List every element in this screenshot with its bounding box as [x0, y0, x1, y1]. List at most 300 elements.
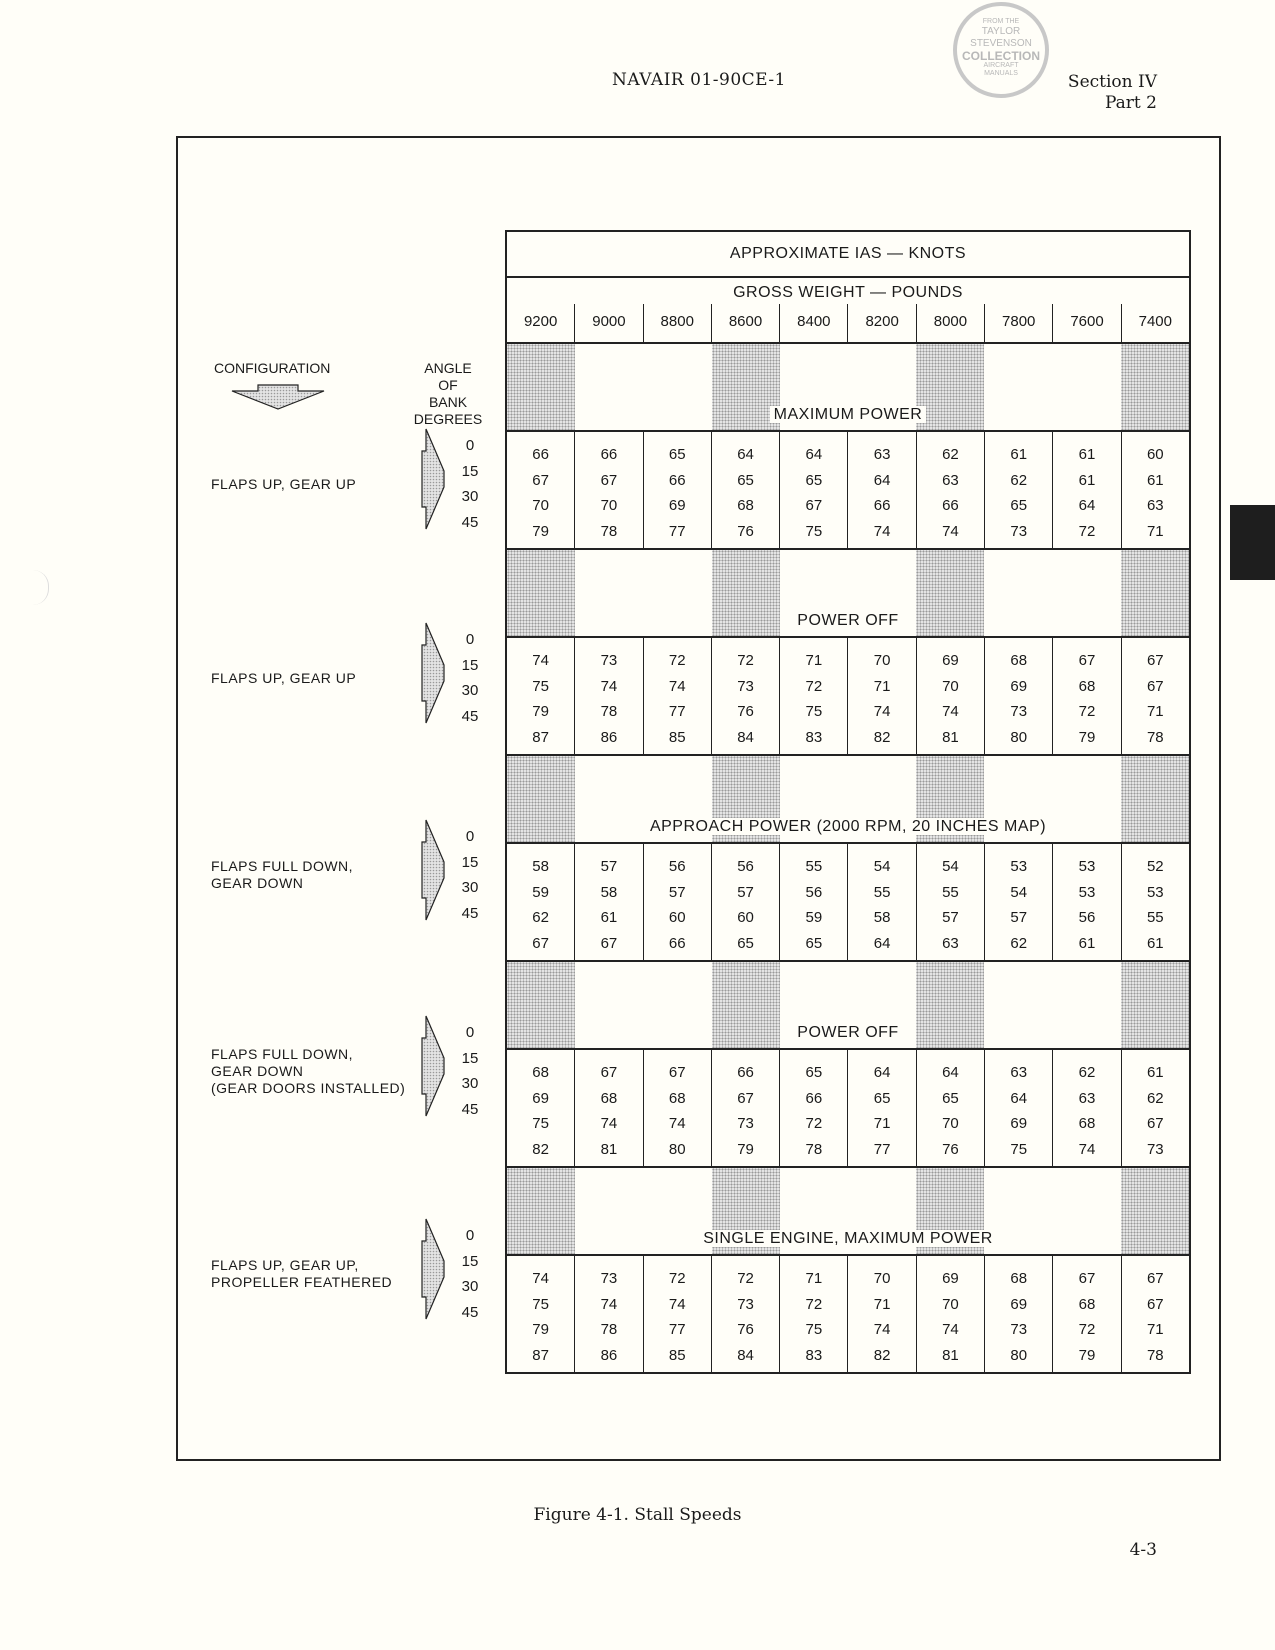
configuration-line: FLAPS FULL DOWN,	[211, 1045, 354, 1062]
speed-cell: 65	[737, 934, 754, 952]
speed-cell: 79	[532, 522, 549, 540]
weight-header: 7800	[984, 304, 1052, 342]
binding-hole	[33, 570, 49, 605]
speed-cell: 74	[873, 1321, 891, 1338]
weight-column	[507, 1256, 574, 1372]
speed-cell: 52	[1146, 858, 1164, 875]
speed-cell: 74	[873, 703, 891, 720]
speed-cell: 60	[1146, 446, 1164, 463]
figure-caption: Figure 4-1. Stall Speeds	[533, 1505, 742, 1525]
speed-cell: 70	[942, 677, 959, 695]
speed-cell: 56	[668, 858, 686, 875]
weight-column	[779, 844, 847, 960]
speed-cell: 66	[805, 1089, 823, 1107]
speed-cell: 70	[873, 652, 891, 669]
speed-cell: 62	[942, 446, 959, 463]
part-number: Part 2	[1105, 93, 1157, 113]
speed-cell: 68	[600, 1089, 618, 1107]
configuration-line: GEAR DOWN	[211, 875, 304, 891]
weight-header: 7600	[1052, 304, 1120, 342]
speed-cell: 81	[942, 728, 959, 746]
speed-cell: 54	[1010, 883, 1028, 901]
speed-cell: 66	[668, 471, 686, 489]
bank-angle: 30	[461, 488, 479, 505]
weight-header: 9000	[574, 304, 642, 342]
speed-cell: 66	[532, 446, 549, 463]
speed-cell: 73	[1010, 703, 1028, 720]
speed-cell: 65	[668, 446, 686, 463]
speed-cell: 71	[873, 1115, 891, 1132]
speed-cell: 64	[873, 1064, 891, 1081]
bank-angle-values	[450, 1020, 490, 1122]
bank-angle-values	[450, 433, 490, 535]
speed-cell: 68	[1010, 652, 1028, 669]
section-label-text: MAXIMUM POWER	[770, 406, 927, 423]
speed-cell: 79	[532, 1321, 549, 1338]
stamp-line: MANUALS	[984, 70, 1018, 77]
speed-cell: 68	[1078, 1115, 1096, 1132]
bank-angle-values	[450, 824, 490, 926]
bank-angle: 0	[465, 437, 475, 454]
speed-cell: 87	[532, 728, 549, 746]
speed-cell: 83	[805, 728, 823, 746]
bank-header-line: OF	[438, 377, 458, 393]
speed-cell: 57	[1010, 909, 1028, 926]
section-band	[507, 1166, 1189, 1254]
speed-cell: 70	[532, 497, 549, 514]
speed-cell: 65	[737, 471, 754, 489]
speed-cell: 76	[737, 1321, 754, 1338]
section-band	[507, 960, 1189, 1048]
speed-cell: 66	[942, 497, 959, 514]
speed-cell: 68	[737, 497, 754, 514]
speed-cell: 76	[942, 1140, 959, 1158]
section-tab-marker	[1230, 505, 1275, 580]
speed-cell: 71	[873, 677, 891, 695]
bank-angle: 45	[461, 1303, 479, 1321]
speed-cell: 54	[942, 858, 959, 875]
arrow-right-icon	[420, 1217, 446, 1321]
speed-cell: 74	[532, 1270, 549, 1287]
bank-angle-values	[450, 627, 490, 729]
speed-cell: 67	[1146, 677, 1164, 695]
speed-cell: 70	[600, 497, 618, 514]
speed-cell: 64	[942, 1064, 959, 1081]
table-sections	[507, 342, 1189, 1372]
bank-angle: 0	[465, 1024, 475, 1041]
configuration-line: PROPELLER FEATHERED	[211, 1274, 393, 1290]
configuration-line: FLAPS UP, GEAR UP,	[211, 1257, 359, 1273]
arrow-right-icon	[420, 621, 446, 725]
weight-column	[574, 1256, 642, 1372]
weight-header: 8800	[643, 304, 711, 342]
speed-cell: 69	[942, 1270, 959, 1287]
weight-column	[779, 432, 847, 548]
speed-cell: 69	[1010, 677, 1028, 695]
speed-cell: 85	[668, 728, 686, 746]
speed-cell: 78	[600, 522, 618, 540]
bank-angle: 45	[461, 904, 479, 922]
speed-cell: 61	[600, 909, 618, 926]
speed-cell: 74	[942, 1321, 959, 1338]
speed-cell: 74	[1078, 1140, 1096, 1158]
speed-cell: 74	[532, 652, 549, 669]
bank-angle-header	[398, 360, 498, 428]
weight-column	[643, 1256, 711, 1372]
speed-cell: 72	[668, 1270, 686, 1287]
bank-angle: 15	[461, 853, 479, 871]
speed-cell: 74	[668, 1115, 686, 1132]
speed-cell: 62	[1078, 1064, 1096, 1081]
speed-cell: 75	[532, 1115, 549, 1132]
weight-column	[711, 432, 779, 548]
speed-cell: 75	[532, 1295, 549, 1313]
weight-column	[574, 1050, 642, 1166]
speed-cell: 66	[737, 1064, 754, 1081]
speed-cell: 58	[873, 909, 891, 926]
speed-cell: 57	[737, 883, 754, 901]
speed-cell: 67	[600, 471, 618, 489]
speed-cell: 75	[805, 703, 823, 720]
speed-cell: 86	[600, 1346, 618, 1364]
section-label	[507, 1024, 1189, 1042]
speed-cell: 81	[942, 1346, 959, 1364]
speed-cell: 59	[805, 909, 823, 926]
document-id: NAVAIR 01-90CE-1	[612, 70, 786, 90]
table-title: APPROXIMATE IAS — KNOTS	[507, 232, 1189, 278]
speed-cell: 68	[668, 1089, 686, 1107]
speed-cell: 70	[942, 1115, 959, 1132]
bank-angle: 15	[461, 1049, 479, 1067]
speed-cell: 79	[737, 1140, 754, 1158]
speed-cell: 71	[1146, 1321, 1164, 1338]
speed-cell: 69	[1010, 1295, 1028, 1313]
weight-column	[574, 638, 642, 754]
speed-cell: 61	[1146, 1064, 1164, 1081]
speed-cell: 65	[1010, 497, 1028, 514]
bank-angle: 0	[465, 631, 475, 648]
speed-cell: 78	[1146, 728, 1164, 746]
speed-cell: 55	[805, 858, 823, 875]
speed-cell: 66	[873, 497, 891, 514]
speed-cell: 63	[1146, 497, 1164, 514]
weight-column	[711, 1256, 779, 1372]
weight-column	[507, 1050, 574, 1166]
speed-cell: 68	[1078, 1295, 1096, 1313]
bank-angle: 15	[461, 462, 479, 480]
bank-angle: 45	[461, 707, 479, 725]
configuration-label	[211, 670, 356, 687]
speed-data-block	[507, 636, 1189, 754]
speed-cell: 58	[532, 858, 549, 875]
speed-cell: 73	[737, 1295, 754, 1313]
speed-cell: 79	[532, 703, 549, 720]
configuration-header: CONFIGURATION	[214, 360, 331, 376]
speed-cell: 72	[668, 652, 686, 669]
speed-cell: 74	[600, 677, 618, 695]
speed-data-block	[507, 1048, 1189, 1166]
speed-cell: 55	[873, 883, 891, 901]
speed-cell: 55	[1146, 909, 1164, 926]
weight-column	[711, 1050, 779, 1166]
weight-column	[984, 844, 1052, 960]
weight-header: 8400	[779, 304, 847, 342]
weight-header: 8000	[916, 304, 984, 342]
bank-angle: 45	[461, 513, 479, 531]
section-label	[507, 1230, 1189, 1248]
speed-cell: 62	[1146, 1089, 1164, 1107]
speed-cell: 64	[1010, 1089, 1028, 1107]
speed-cell: 71	[805, 652, 823, 669]
speed-data-block	[507, 1254, 1189, 1372]
speed-cell: 69	[668, 497, 686, 514]
speed-cell: 84	[737, 728, 754, 746]
arrow-down-icon	[228, 383, 328, 411]
speed-cell: 59	[532, 883, 549, 901]
speed-cell: 68	[1078, 677, 1096, 695]
speed-cell: 83	[805, 1346, 823, 1364]
configuration-label	[211, 858, 353, 892]
weight-column	[507, 638, 574, 754]
speed-cell: 62	[1010, 934, 1028, 952]
bank-angle: 30	[461, 879, 479, 896]
arrow-right-icon	[420, 1014, 446, 1118]
stamp-line: STEVENSON	[970, 38, 1032, 49]
speed-cell: 73	[1010, 522, 1028, 540]
speed-cell: 65	[805, 471, 823, 489]
speed-cell: 56	[805, 883, 823, 901]
speed-cell: 72	[805, 1115, 823, 1132]
weight-column	[574, 844, 642, 960]
speed-cell: 64	[873, 934, 891, 952]
speed-cell: 53	[1146, 883, 1164, 901]
speed-cell: 56	[1078, 909, 1096, 926]
bank-angle: 15	[461, 656, 479, 674]
speed-cell: 61	[1010, 446, 1028, 463]
weight-header-row	[507, 304, 1189, 342]
weight-column	[1052, 1050, 1120, 1166]
bank-header-line: BANK	[428, 394, 468, 410]
weight-column	[1121, 432, 1189, 548]
speed-cell: 61	[1146, 934, 1164, 952]
speed-cell: 78	[600, 703, 618, 720]
speed-cell: 62	[1010, 471, 1028, 489]
speed-cell: 67	[1146, 1295, 1164, 1313]
speed-cell: 67	[805, 497, 823, 514]
speed-cell: 67	[668, 1064, 686, 1081]
speed-cell: 74	[668, 677, 686, 695]
section-label	[507, 406, 1189, 424]
weight-column	[847, 1050, 915, 1166]
speed-cell: 71	[873, 1295, 891, 1313]
table-subtitle: GROSS WEIGHT — POUNDS	[733, 284, 963, 301]
speed-cell: 63	[942, 934, 959, 952]
bank-angle-values	[450, 1223, 490, 1325]
speed-cell: 70	[873, 1270, 891, 1287]
weight-column	[916, 432, 984, 548]
speed-cell: 76	[737, 703, 754, 720]
speed-cell: 68	[532, 1064, 549, 1081]
section-label	[507, 612, 1189, 630]
weight-column	[574, 432, 642, 548]
weight-column	[984, 1256, 1052, 1372]
speed-cell: 65	[805, 934, 823, 952]
speed-cell: 75	[1010, 1140, 1028, 1158]
speed-cell: 86	[600, 728, 618, 746]
section-label-text: POWER OFF	[793, 612, 902, 629]
configuration-label	[211, 1257, 392, 1291]
speed-cell: 74	[873, 522, 891, 540]
speed-data-block	[507, 430, 1189, 548]
speed-cell: 55	[942, 883, 959, 901]
speed-cell: 75	[805, 522, 823, 540]
weight-header: 7400	[1121, 304, 1189, 342]
speed-cell: 53	[1010, 858, 1028, 875]
speed-cell: 73	[737, 1115, 754, 1132]
bank-angle: 45	[461, 1100, 479, 1118]
bank-angle: 15	[461, 1252, 479, 1270]
speed-cell: 79	[1078, 728, 1096, 746]
speed-cell: 74	[600, 1115, 618, 1132]
arrow-right-icon	[420, 427, 446, 531]
stamp-line: COLLECTION	[962, 49, 1040, 63]
speed-cell: 82	[873, 728, 891, 746]
speed-cell: 77	[668, 703, 686, 720]
speed-cell: 61	[1078, 446, 1096, 463]
speed-cell: 63	[1010, 1064, 1028, 1081]
speed-cell: 87	[532, 1346, 549, 1364]
speed-cell: 71	[805, 1270, 823, 1287]
weight-column	[1121, 1050, 1189, 1166]
configuration-line: FLAPS UP, GEAR UP	[211, 669, 357, 686]
weight-column	[643, 638, 711, 754]
speed-cell: 53	[1078, 883, 1096, 901]
speed-cell: 69	[942, 652, 959, 669]
speed-cell: 80	[668, 1140, 686, 1158]
speed-cell: 65	[805, 1064, 823, 1081]
weight-column	[916, 1256, 984, 1372]
speed-cell: 61	[1146, 471, 1164, 489]
weight-column	[1121, 844, 1189, 960]
speed-cell: 64	[805, 446, 823, 463]
speed-cell: 72	[1078, 1321, 1096, 1338]
speed-cell: 80	[1010, 728, 1028, 746]
weight-column	[847, 432, 915, 548]
configuration-line: FLAPS UP, GEAR UP	[211, 475, 357, 492]
stamp-line: AIRCRAFT	[983, 62, 1019, 69]
speed-cell: 65	[942, 1089, 959, 1107]
speed-cell: 74	[942, 703, 959, 720]
speed-data-block	[507, 842, 1189, 960]
speed-cell: 67	[1146, 1270, 1164, 1287]
speed-cell: 67	[600, 934, 618, 952]
weight-header: 8200	[847, 304, 915, 342]
section-band	[507, 548, 1189, 636]
speed-cell: 82	[873, 1346, 891, 1364]
weight-column	[779, 638, 847, 754]
section-band	[507, 754, 1189, 842]
speed-cell: 73	[1146, 1140, 1164, 1158]
speed-cell: 77	[668, 1321, 686, 1338]
speed-cell: 60	[668, 909, 686, 926]
speed-cell: 63	[1078, 1089, 1096, 1107]
speed-cell: 67	[1078, 1270, 1096, 1287]
speed-cell: 78	[805, 1140, 823, 1158]
bank-angle: 30	[461, 682, 479, 699]
speed-cell: 78	[1146, 1346, 1164, 1364]
speed-cell: 65	[873, 1089, 891, 1107]
weight-column	[916, 1050, 984, 1166]
speed-cell: 80	[1010, 1346, 1028, 1364]
speed-cell: 74	[600, 1295, 618, 1313]
stamp-line: FROM THE	[982, 18, 1020, 25]
weight-column	[507, 432, 574, 548]
speed-cell: 53	[1078, 858, 1096, 875]
speed-cell: 66	[668, 934, 686, 952]
weight-column	[847, 844, 915, 960]
speed-cell: 73	[1010, 1321, 1028, 1338]
speed-cell: 81	[600, 1140, 618, 1158]
bank-angle: 30	[461, 1278, 479, 1295]
weight-column	[916, 638, 984, 754]
speed-cell: 70	[942, 1295, 959, 1313]
speed-cell: 64	[873, 471, 891, 489]
speed-cell: 72	[805, 677, 823, 695]
weight-column	[847, 638, 915, 754]
speed-cell: 67	[600, 1064, 618, 1081]
speed-cell: 61	[1078, 934, 1096, 952]
speed-cell: 61	[1078, 471, 1096, 489]
weight-column	[711, 638, 779, 754]
weight-column	[779, 1256, 847, 1372]
speed-cell: 72	[737, 652, 754, 669]
speed-cell: 57	[600, 858, 618, 875]
speed-cell: 72	[1078, 703, 1096, 720]
weight-column	[1052, 432, 1120, 548]
collection-stamp	[953, 2, 1049, 98]
speed-cell: 71	[1146, 703, 1164, 720]
speed-cell: 73	[737, 677, 754, 695]
speed-cell: 69	[532, 1089, 549, 1107]
speed-cell: 66	[600, 446, 618, 463]
speed-cell: 60	[737, 909, 754, 926]
speed-cell: 84	[737, 1346, 754, 1364]
speed-cell: 75	[532, 677, 549, 695]
weight-column	[643, 432, 711, 548]
speed-cell: 62	[532, 909, 549, 926]
section-label-text: POWER OFF	[793, 1024, 902, 1041]
speed-cell: 69	[1010, 1115, 1028, 1132]
bank-header-line: DEGREES	[413, 411, 483, 427]
stamp-line: TAYLOR	[981, 26, 1021, 37]
speed-cell: 67	[1078, 652, 1096, 669]
section-label-text: SINGLE ENGINE, MAXIMUM POWER	[699, 1230, 997, 1247]
speed-cell: 67	[532, 934, 549, 952]
page-number: 4-3	[1129, 1540, 1157, 1560]
speed-cell: 74	[668, 1295, 686, 1313]
stall-speed-table	[505, 230, 1191, 1374]
speed-cell: 77	[873, 1140, 891, 1158]
configuration-label	[211, 1046, 405, 1097]
speed-cell: 63	[942, 471, 959, 489]
configuration-line: FLAPS FULL DOWN,	[211, 858, 354, 874]
section-band	[507, 342, 1189, 430]
speed-cell: 75	[805, 1321, 823, 1338]
weight-column	[984, 432, 1052, 548]
weight-column	[1052, 1256, 1120, 1372]
speed-cell: 73	[600, 652, 618, 669]
speed-cell: 72	[737, 1270, 754, 1287]
